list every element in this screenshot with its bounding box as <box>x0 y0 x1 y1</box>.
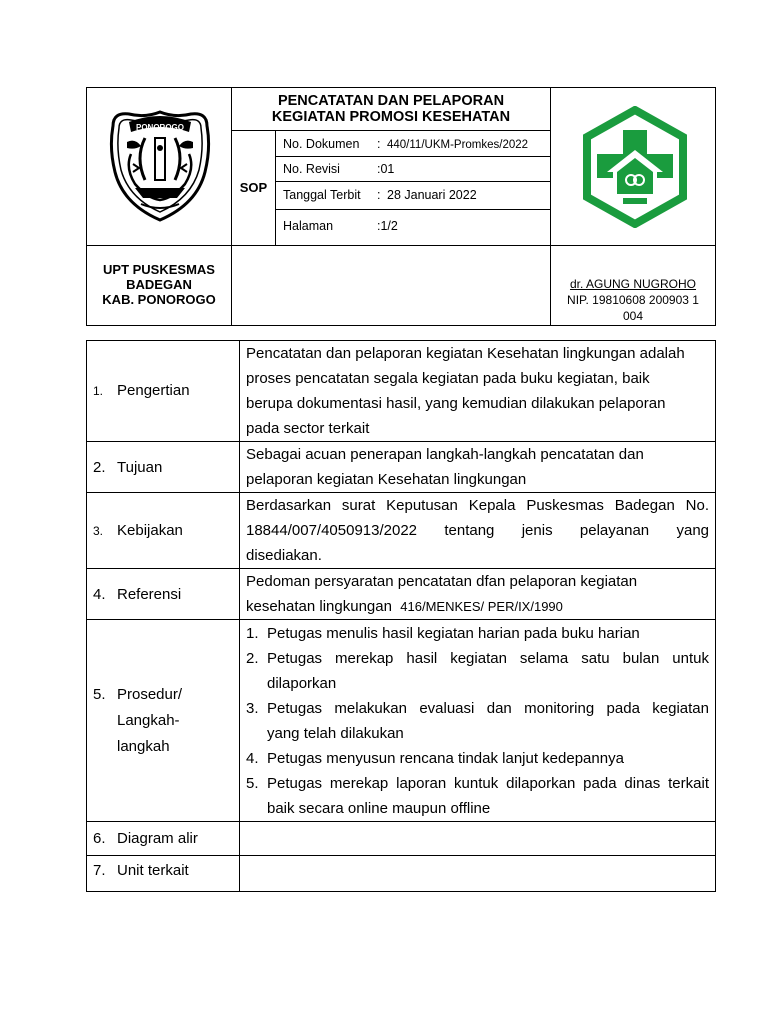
sop-label: SOP <box>239 180 268 195</box>
signer-nip: NIP. 19810608 200903 1 <box>567 293 699 307</box>
row-label-referensi: 4. Referensi <box>87 569 240 620</box>
doc-row-tanggal: Tanggal Terbit : 28 Januari 2022 <box>283 188 477 202</box>
table-row <box>87 620 716 822</box>
row-text-pengertian: Pencatatan dan pelaporan kegiatan Kesehatan lingkungan adalah proses pencatatan segala kegiatan pada buku kegiatan, baik berupa dokumentasi hasil, yang kemudian dilakukan pelaporan pada sector terkait <box>240 341 716 442</box>
doc-row-nomor: No. Dokumen : 440/11/UKM-Promkes/2022 <box>283 137 529 151</box>
list-item: 1. Petugas menulis hasil kegiatan harian pada buku harian <box>246 624 640 642</box>
table-row <box>87 493 716 569</box>
row-text-unit <box>240 856 716 892</box>
row-label-prosedur: 5. Prosedur/ Langkah- langkah <box>87 620 240 822</box>
table-row <box>87 569 716 620</box>
signer-nip-cont: 004 <box>622 309 644 323</box>
list-item: 3. Petugas melakukan evaluasi dan monitoring pada kegiatan yang telah dilakukan <box>246 699 709 742</box>
organization-name: UPT PUSKESMAS BADEGAN KAB. PONOROGO <box>102 262 216 307</box>
table-row <box>87 442 716 493</box>
row-label-kebijakan: 3. Kebijakan <box>87 493 240 569</box>
row-label-tujuan: 2. Tujuan <box>87 442 240 493</box>
table-row <box>87 341 716 442</box>
row-label-diagram: 6. Diagram alir <box>87 822 240 856</box>
svg-text:PONOROGO: PONOROGO <box>135 123 185 132</box>
row-label-unit: 7. Unit terkait <box>87 856 240 892</box>
list-item: 4. Petugas menyusun rencana tindak lanjut kedepannya <box>246 749 624 767</box>
divider <box>87 245 715 246</box>
puskesmas-logo-icon <box>579 106 691 228</box>
table-row <box>87 822 716 856</box>
row-text-referensi: Pedoman persyaratan pencatatan dfan pelaporan kegiatan kesehatan lingkungan 416/MENKES/ PER/IX/1990 <box>240 569 716 620</box>
signature-block <box>551 276 715 324</box>
divider <box>231 130 551 131</box>
row-label-pengertian: 1. Pengertian <box>87 341 240 442</box>
divider <box>275 181 551 182</box>
divider <box>275 130 276 245</box>
sop-header-table <box>86 87 716 326</box>
divider <box>275 209 551 210</box>
doc-row-halaman: Halaman :1/2 <box>283 219 398 233</box>
row-text-prosedur <box>240 620 716 822</box>
row-text-kebijakan: Berdasarkan surat Keputusan Kepala Puskesmas Badegan No. 18844/007/4050913/2022 tentang jenis pelayanan yang disediakan. <box>240 493 716 569</box>
ponorogo-emblem-icon <box>105 108 215 224</box>
row-text-diagram <box>240 822 716 856</box>
table-row <box>87 856 716 892</box>
list-item: 2. Petugas merekap hasil kegiatan selama satu bulan untuk dilaporkan <box>246 649 709 692</box>
document-title: PENCATATAN DAN PELAPORAN KEGIATAN PROMOSI KESEHATAN <box>271 93 511 125</box>
doc-row-revisi: No. Revisi :01 <box>283 162 395 176</box>
sop-content-table <box>86 340 716 892</box>
list-item: 5. Petugas merekap laporan kuntuk dilaporkan pada dinas terkait baik secara online maupun offline <box>246 774 709 817</box>
signer-name: dr. AGUNG NUGROHO <box>569 277 697 291</box>
row-text-tujuan: Sebagai acuan penerapan langkah-langkah pencatatan dan pelaporan kegiatan Kesehatan lingkungan <box>240 442 716 493</box>
divider <box>275 156 551 157</box>
